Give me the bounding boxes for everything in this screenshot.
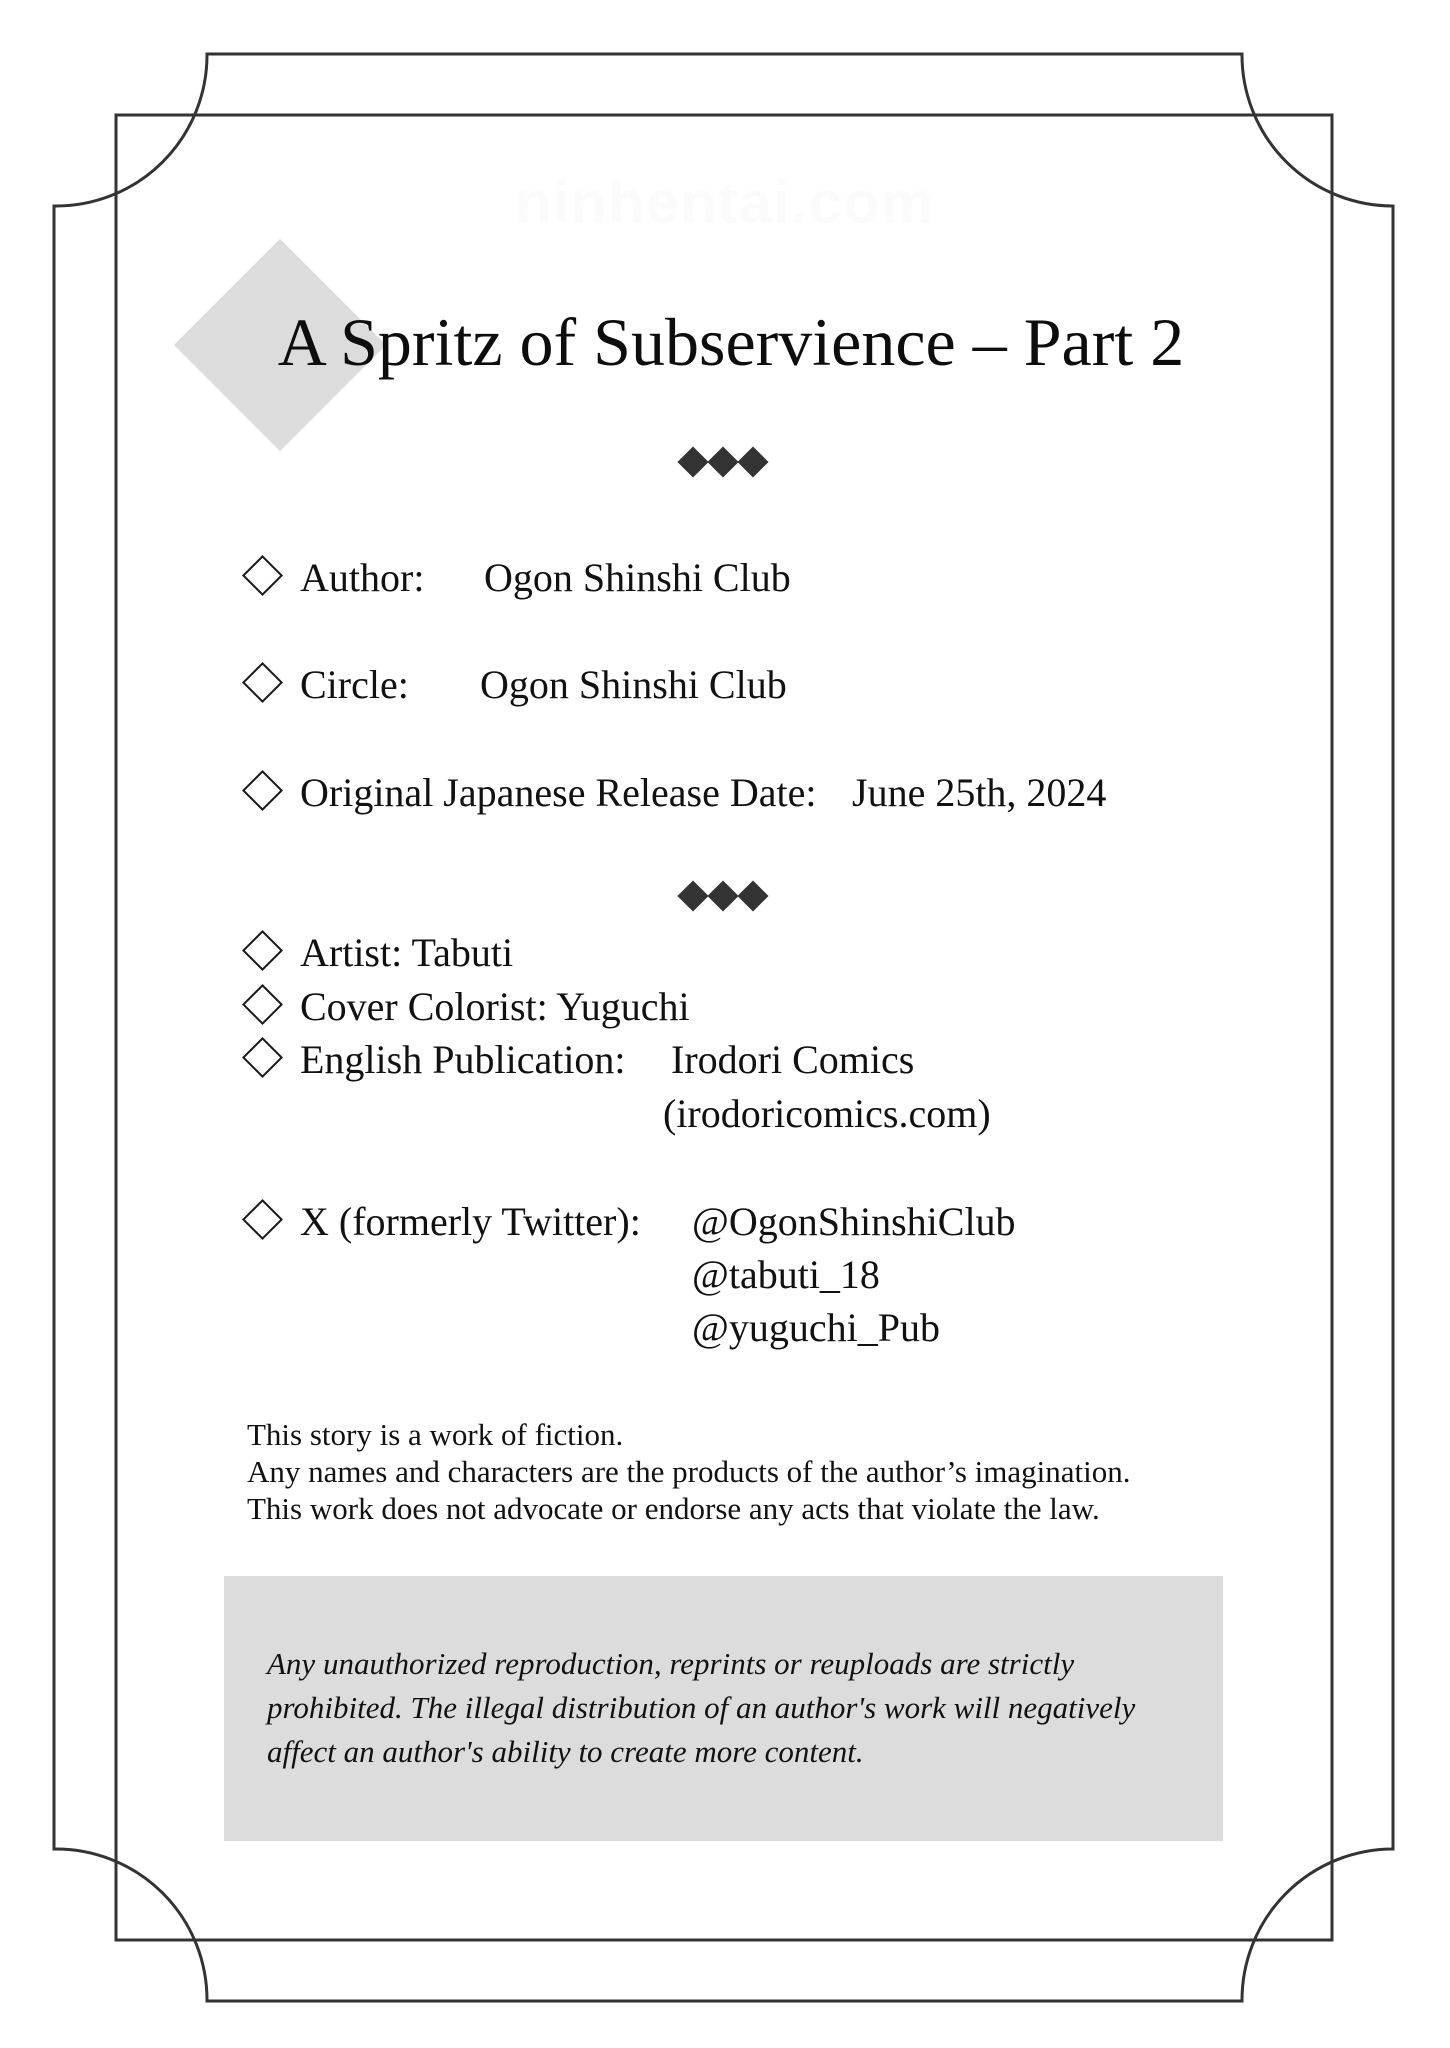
author-value: Ogon Shinshi Club <box>484 555 791 600</box>
circle-label: Circle: <box>300 662 409 707</box>
social-handle: @OgonShinshiClub <box>692 1199 1016 1244</box>
disclaimer-line: Any names and characters are the products of the author’s imagination. <box>247 1454 1131 1489</box>
release-value: June 25th, 2024 <box>852 770 1107 815</box>
social-handle: @tabuti_18 <box>692 1252 880 1297</box>
colorist-label: Cover Colorist: Yuguchi <box>300 984 690 1029</box>
publication-value: Irodori Comics <box>671 1037 915 1082</box>
circle-value: Ogon Shinshi Club <box>480 662 787 707</box>
social-handle: @yuguchi_Pub <box>692 1305 940 1350</box>
publication-label: English Publication: <box>300 1037 626 1082</box>
social-label: X (formerly Twitter): <box>300 1199 641 1244</box>
page-title: A Spritz of Subservience – Part 2 <box>277 304 1185 380</box>
disclaimer-line: This story is a work of fiction. <box>247 1417 624 1452</box>
release-label: Original Japanese Release Date: <box>300 770 817 815</box>
publication-website: (irodoricomics.com) <box>663 1091 991 1136</box>
artist-label: Artist: Tabuti <box>300 930 514 975</box>
diamond-divider-icon <box>678 880 774 912</box>
watermark: ninhentai.com <box>515 169 935 236</box>
disclaimer-line: This work does not advocate or endorse any acts that violate the law. <box>247 1491 1100 1526</box>
author-label: Author: <box>300 555 425 600</box>
diamond-divider-icon <box>678 446 774 478</box>
copyright-notice-text: Any unauthorized reproduction, reprints or reuploads are strictly prohibited. The illegal distribution of an author's work will negatively affect an author's ability to create more content. <box>267 1646 1136 1769</box>
